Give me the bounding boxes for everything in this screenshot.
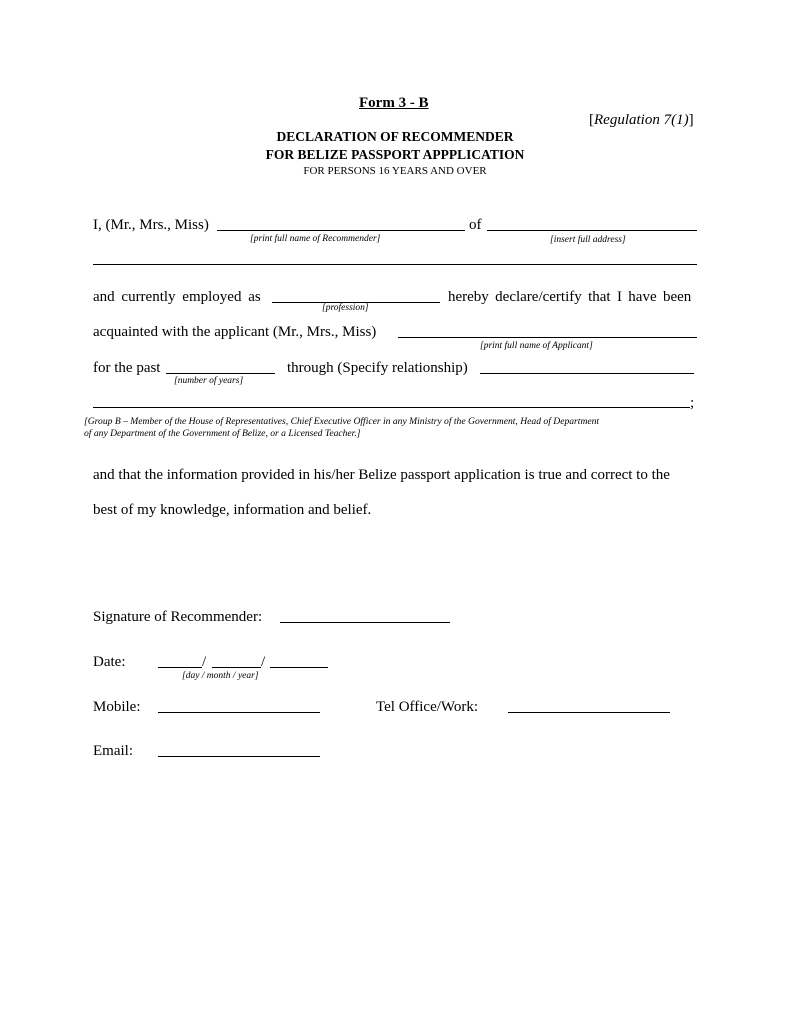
signature-label: Signature of Recommender: (93, 609, 263, 625)
tel-office-label: Tel Office/Work: (376, 699, 479, 715)
email-field[interactable] (158, 756, 320, 757)
signature-field[interactable] (280, 622, 450, 623)
hint-date: [day / month / year] (182, 671, 259, 681)
date-separator-1: / (202, 654, 207, 670)
date-year-field[interactable] (270, 667, 328, 668)
declare-label: hereby declare/certify that I have been (448, 289, 692, 305)
past-label: for the past (93, 360, 161, 376)
employed-label: and currently employed as (93, 289, 261, 305)
mobile-label: Mobile: (93, 699, 141, 715)
email-label: Email: (93, 743, 133, 759)
intro-label: I, (Mr., Mrs., Miss) (93, 217, 209, 233)
hint-years: [number of years] (174, 376, 244, 386)
regulation-close-bracket: ] (688, 112, 694, 128)
address-field[interactable] (487, 230, 697, 231)
regulation-reference (589, 111, 694, 129)
date-label: Date: (93, 654, 126, 670)
through-label: through (Specify relationship) (287, 360, 468, 376)
hint-recommender-name: [print full name of Recommender] (250, 234, 381, 244)
statement-line-1: and that the information provided in his/her Belize passport application is true and correct to the (93, 467, 670, 483)
acquainted-label: acquainted with the applicant (Mr., Mrs., Miss) (93, 324, 377, 340)
title-line-1: DECLARATION OF RECOMMENDER (276, 129, 514, 144)
date-day-field[interactable] (158, 667, 202, 668)
relationship-field[interactable] (480, 373, 694, 374)
date-separator-2: / (261, 654, 266, 670)
statement-line-2: best of my knowledge, information and belief. (93, 502, 372, 518)
group-note-line-1: [Group B – Member of the House of Representatives, Chief Executive Officer in any Ministry of the Government, Head of Department (84, 416, 600, 427)
years-field[interactable] (166, 373, 275, 374)
applicant-name-field[interactable] (398, 337, 697, 338)
regulation-text: Regulation 7(1) (594, 112, 689, 128)
mobile-field[interactable] (158, 712, 320, 713)
recommender-name-field[interactable] (217, 230, 465, 231)
hint-applicant-name: [print full name of Applicant] (480, 341, 593, 351)
tel-office-field[interactable] (508, 712, 670, 713)
address-continuation-field[interactable] (93, 264, 697, 265)
hint-profession: [profession] (322, 303, 369, 313)
subtitle: FOR PERSONS 16 YEARS AND OVER (303, 165, 487, 177)
relationship-continuation-field[interactable] (93, 407, 690, 408)
date-month-field[interactable] (212, 667, 261, 668)
semicolon: ; (690, 395, 695, 411)
form-number: Form 3 - B (359, 95, 429, 111)
title-line-2: FOR BELIZE PASSPORT APPPLICATION (265, 147, 525, 162)
regulation-open-bracket: [ (589, 112, 594, 128)
group-note-line-2: of any Department of the Government of Belize, or a Licensed Teacher.] (84, 428, 361, 439)
hint-address: [insert full address] (550, 235, 626, 245)
of-label: of (469, 217, 482, 233)
